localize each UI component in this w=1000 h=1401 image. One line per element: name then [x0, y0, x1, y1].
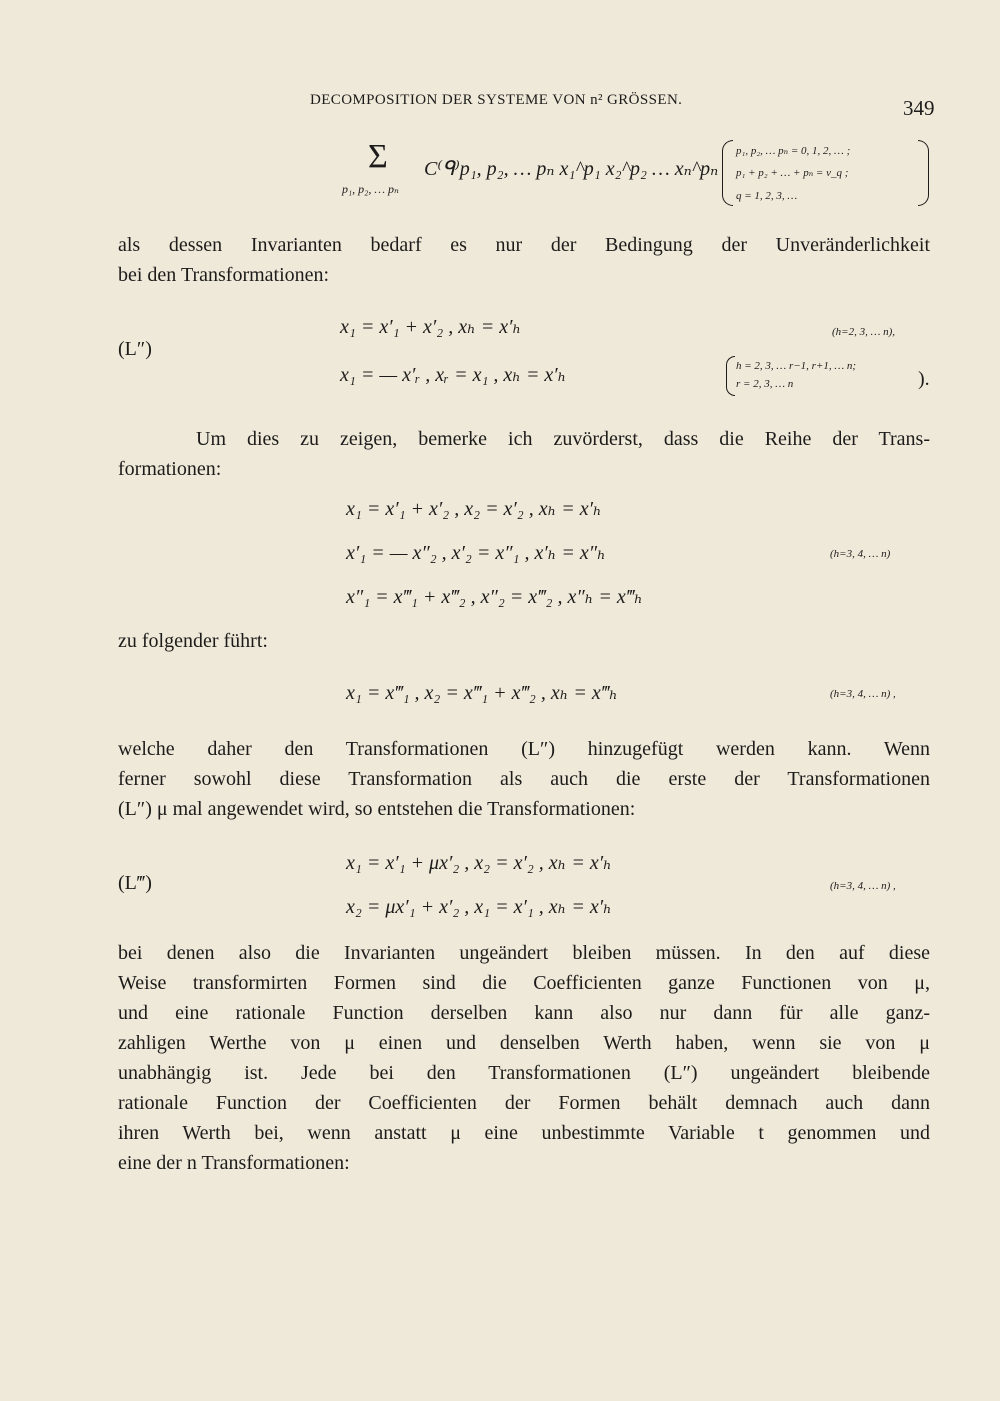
top-condition-2: p₁ + p₂ + … + pₙ = ν_q ;: [736, 167, 849, 179]
text-line: unabhängig ist. Jede bei den Transformationen (L″) ungeändert bleibende: [118, 1062, 930, 1084]
L2-condition-1: (h=2, 3, … n),: [832, 326, 896, 338]
text-line: eine der n Transformationen:: [118, 1152, 350, 1174]
text-line: (L″) μ mal angewendet wird, so entstehen die Transformationen:: [118, 798, 636, 820]
running-title: DECOMPOSITION DER SYSTEME VON n² GRÖSSEN.: [310, 92, 683, 108]
text-line: ferner sowohl diese Transformation als auch die erste der Transformationen: [118, 768, 930, 790]
L2-condition-2a: h = 2, 3, … r−1, r+1, … n;: [736, 360, 857, 372]
paragraph-3: [118, 626, 930, 656]
sequence-equation-2: x′₁ = — x″₂ , x′₂ = x″₁ , x′ₕ = x″ₕ: [346, 542, 606, 564]
sequence-condition: (h=3, 4, … n): [830, 548, 891, 560]
text-line: bei denen also die Invarianten ungeändert bleiben müssen. In den auf diese: [118, 942, 930, 964]
top-condition-3: q = 1, 2, 3, …: [736, 190, 798, 202]
text-line: welche daher den Transformationen (L″) hinzugefügt werden kann. Wenn: [118, 738, 930, 760]
equation-label-L2: (L″): [118, 338, 152, 360]
left-parenthesis: [722, 140, 733, 206]
text-line: bei den Transformationen:: [118, 264, 330, 286]
paragraph-4: [118, 734, 930, 824]
equation-label-L3: (L‴): [118, 872, 152, 894]
L3-condition: (h=3, 4, … n) ,: [830, 880, 896, 892]
L2-equation-1: x₁ = x′₁ + x′₂ , xₕ = x′ₕ: [340, 316, 522, 338]
text-line: Weise transformirten Formen sind die Coefficienten ganze Functionen von μ,: [118, 972, 930, 994]
paragraph-2: [118, 424, 930, 484]
text-line: zu folgender führt:: [118, 630, 268, 652]
text-line: formationen:: [118, 458, 222, 480]
sum-term: C⁽ᑫ⁾p₁, p₂, … pₙ x₁^p₁ x₂^p₂ … xₙ^pₙ: [424, 158, 719, 180]
right-parenthesis: [918, 140, 929, 206]
text-line: ihren Werth bei, wenn anstatt μ eine unbestimmte Variable t genommen und: [118, 1122, 930, 1144]
text-line: zahligen Werthe von μ einen und denselben Werth haben, wenn sie von μ: [118, 1032, 930, 1054]
sum-symbol: Σ: [368, 138, 388, 175]
top-condition-1: p₁, p₂, … pₙ = 0, 1, 2, … ;: [736, 145, 851, 157]
page-number: 349: [903, 96, 935, 120]
sequence-equation-3: x″₁ = x‴₁ + x‴₂ , x″₂ = x‴₂ , x″ₕ = x‴ₕ: [346, 586, 643, 608]
sequence-equation-1: x₁ = x′₁ + x′₂ , x₂ = x′₂ , xₕ = x′ₕ: [346, 498, 602, 520]
result-equation: x₁ = x‴₁ , x₂ = x‴₁ + x‴₂ , xₕ = x‴ₕ: [346, 682, 618, 704]
paragraph-1: [118, 230, 930, 290]
result-condition: (h=3, 4, … n) ,: [830, 688, 896, 700]
paragraph-5: [118, 938, 930, 1178]
text-line: rationale Function der Coefficienten der Formen behält demnach auch dann: [118, 1092, 930, 1114]
text-line: Um dies zu zeigen, bemerke ich zuvörderst, dass die Reihe der Trans-: [196, 428, 930, 450]
L2-equation-2: x₁ = — x′ᵣ , xᵣ = x₁ , xₕ = x′ₕ: [340, 364, 567, 386]
sum-index: p₁, p₂, … pₙ: [342, 182, 399, 196]
L2-condition-2b: r = 2, 3, … n: [736, 378, 794, 390]
left-parenthesis: [726, 356, 735, 396]
L2-condition-end: ).: [918, 368, 930, 390]
text-line: und eine rationale Function derselben kann also nur dann für alle ganz-: [118, 1002, 930, 1024]
text-line: als dessen Invarianten bedarf es nur der Bedingung der Unveränderlichkeit: [118, 234, 930, 256]
L3-equation-2: x₂ = μx′₁ + x′₂ , x₁ = x′₁ , xₕ = x′ₕ: [346, 896, 612, 918]
L3-equation-1: x₁ = x′₁ + μx′₂ , x₂ = x′₂ , xₕ = x′ₕ: [346, 852, 612, 874]
